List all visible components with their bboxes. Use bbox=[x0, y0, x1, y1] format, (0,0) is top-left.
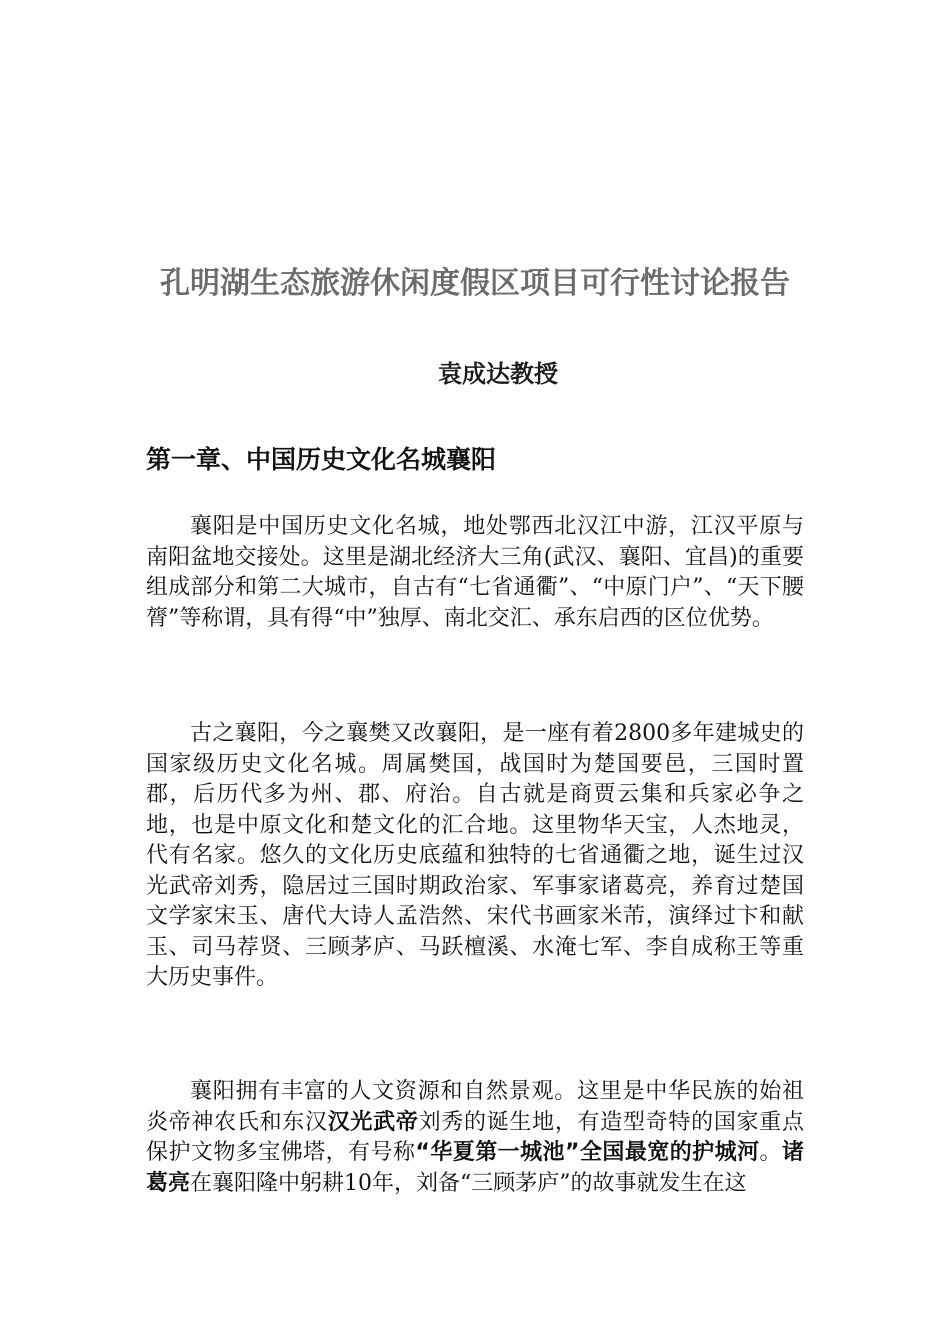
paragraph-1: 襄阳是中国历史文化名城，地处鄂西北汉江中游，江汉平原与南阳盆地交接处。这里是湖北经济大三角(武汉、襄阳、宜昌)的重要组成部分和第二大城市，自古有“七省通衢”、“中原门户”、“天下腰膂”等称谓，具有得“中”独厚、南北交汇、承东启西的区位优势。 bbox=[146, 514, 804, 631]
chapter-heading: 第一章、中国历史文化名城襄阳 bbox=[146, 445, 497, 474]
paragraph-3-text: 襄阳拥有丰富的人文资源和自然景观。这里是中华民族的始祖炎帝神农氏和东汉 bbox=[146, 1079, 804, 1135]
paragraph-3 bbox=[146, 1077, 804, 1199]
document-author: 袁成达教授 bbox=[438, 360, 558, 388]
emphasis-emperor-name: 汉光武帝 bbox=[327, 1109, 419, 1135]
paragraph-3-text: 在襄阳隆中躬耕10年，刘备“三顾茅庐”的故事就发生在这 bbox=[190, 1170, 747, 1196]
emphasis-city-moat: “华夏第一城池”全国最宽的护城河 bbox=[415, 1140, 760, 1165]
paragraph-3-text: 刘秀的诞生地，有造型奇特的国家重点保护文物多宝佛塔，有号称 bbox=[146, 1109, 804, 1165]
emphasis-zhuge-liang: 诸葛亮 bbox=[146, 1140, 804, 1196]
document-title: 孔明湖生态旅游休闲度假区项目可行性讨论报告 bbox=[160, 266, 790, 301]
paragraph-2: 古之襄阳，今之襄樊又改襄阳，是一座有着2800多年建城史的国家级历史文化名城。周属樊国，战国时为楚国要邑，三国时置郡，后历代多为州、郡、府治。自古就是商贾云集和兵家必争之地，也是中原文化和楚文化的汇合地。这里物华天宝，人杰地灵，代有名家。悠久的文化历史底蕴和独特的七省通衢之地，诞生过汉光武帝刘秀，隐居过三国时期政治家、军事家诸葛亮，养育过楚国文学家宋玉、唐代大诗人孟浩然、宋代书画家米芾，演绎过卞和献玉、司马荐贤、三顾茅庐、马跃檀溪、水淹七军、李自成称王等重大历史事件。 bbox=[146, 721, 804, 990]
paragraph-3-text: 。 bbox=[759, 1140, 782, 1165]
